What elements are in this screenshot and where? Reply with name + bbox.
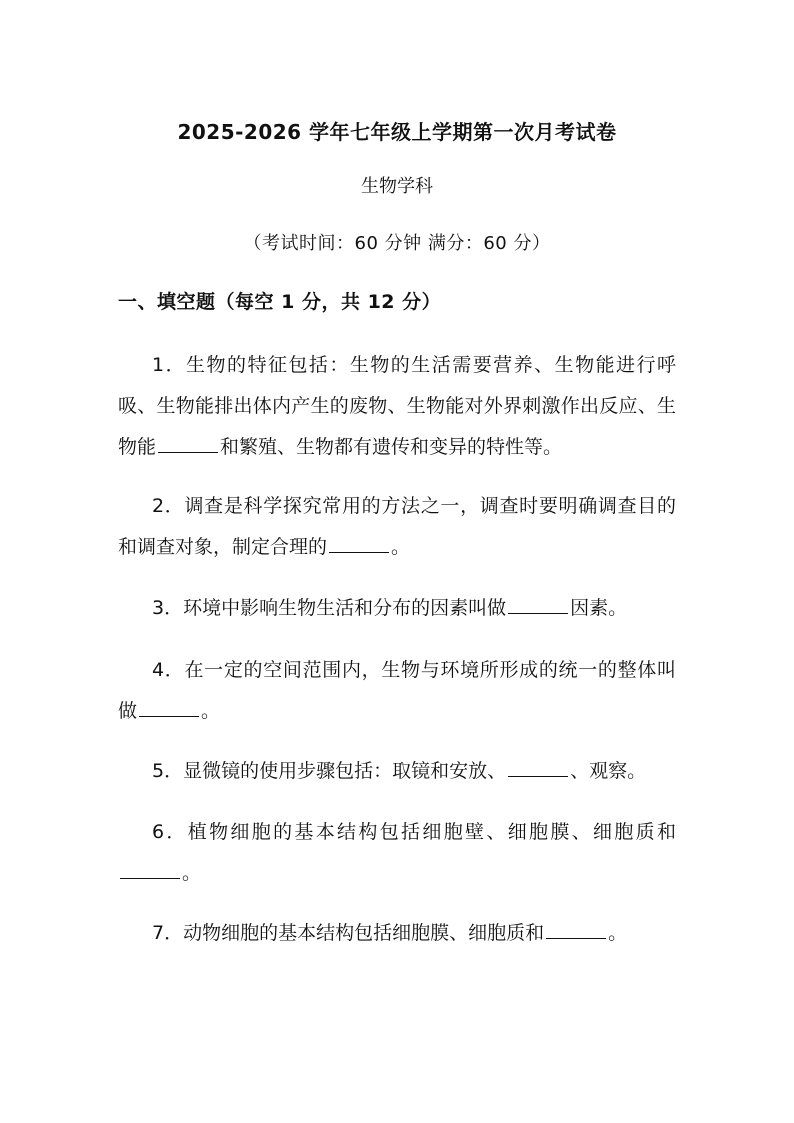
answer-blank[interactable] bbox=[139, 696, 199, 717]
question-text: 5．显微镜的使用步骤包括：取镜和安放、 bbox=[152, 760, 507, 782]
question-text: 。 bbox=[391, 536, 411, 558]
question-4 bbox=[118, 650, 676, 732]
section-heading-fill-in: 一、填空题（每空 1 分，共 12 分） bbox=[118, 291, 442, 313]
question-text: 和繁殖、生物都有遗传和变异的特性等。 bbox=[220, 436, 563, 458]
answer-blank[interactable] bbox=[508, 756, 568, 777]
question-2 bbox=[118, 486, 676, 568]
question-text: 3．环境中影响生物生活和分布的因素叫做 bbox=[152, 597, 507, 619]
question-7 bbox=[118, 913, 676, 954]
answer-blank[interactable] bbox=[546, 918, 606, 939]
question-text: 1．生物的特征包括：生物的生活需要营养、生物能进行呼吸、生物能排出体内产生的废物、生物能对外界刺激作出反应、生物能 bbox=[118, 354, 676, 458]
question-text: 。 bbox=[182, 862, 202, 884]
question-text: 。 bbox=[608, 922, 628, 944]
answer-blank[interactable] bbox=[158, 432, 218, 453]
exam-time-and-score: （考试时间：60 分钟 满分：60 分） bbox=[243, 233, 551, 254]
answer-blank[interactable] bbox=[508, 593, 568, 614]
exam-title: 2025-2026 学年七年级上学期第一次月考试卷 bbox=[177, 120, 617, 144]
question-text: 7．动物细胞的基本结构包括细胞膜、细胞质和 bbox=[152, 922, 545, 944]
question-text: 。 bbox=[201, 700, 221, 722]
question-text: 6．植物细胞的基本结构包括细胞壁、细胞膜、细胞质和 bbox=[152, 821, 676, 843]
question-6 bbox=[118, 812, 676, 894]
question-text: 、观察。 bbox=[570, 760, 647, 782]
question-1 bbox=[118, 345, 676, 468]
question-text: 因素。 bbox=[570, 597, 628, 619]
answer-blank[interactable] bbox=[120, 858, 180, 879]
answer-blank[interactable] bbox=[329, 532, 389, 553]
question-5 bbox=[118, 751, 676, 792]
question-3 bbox=[118, 588, 676, 629]
question-text: 2．调查是科学探究常用的方法之一，调查时要明确调查目的和调查对象，制定合理的 bbox=[118, 495, 676, 558]
exam-subject: 生物学科 bbox=[361, 176, 433, 197]
question-text: 4．在一定的空间范围内，生物与环境所形成的统一的整体叫做 bbox=[118, 659, 676, 722]
